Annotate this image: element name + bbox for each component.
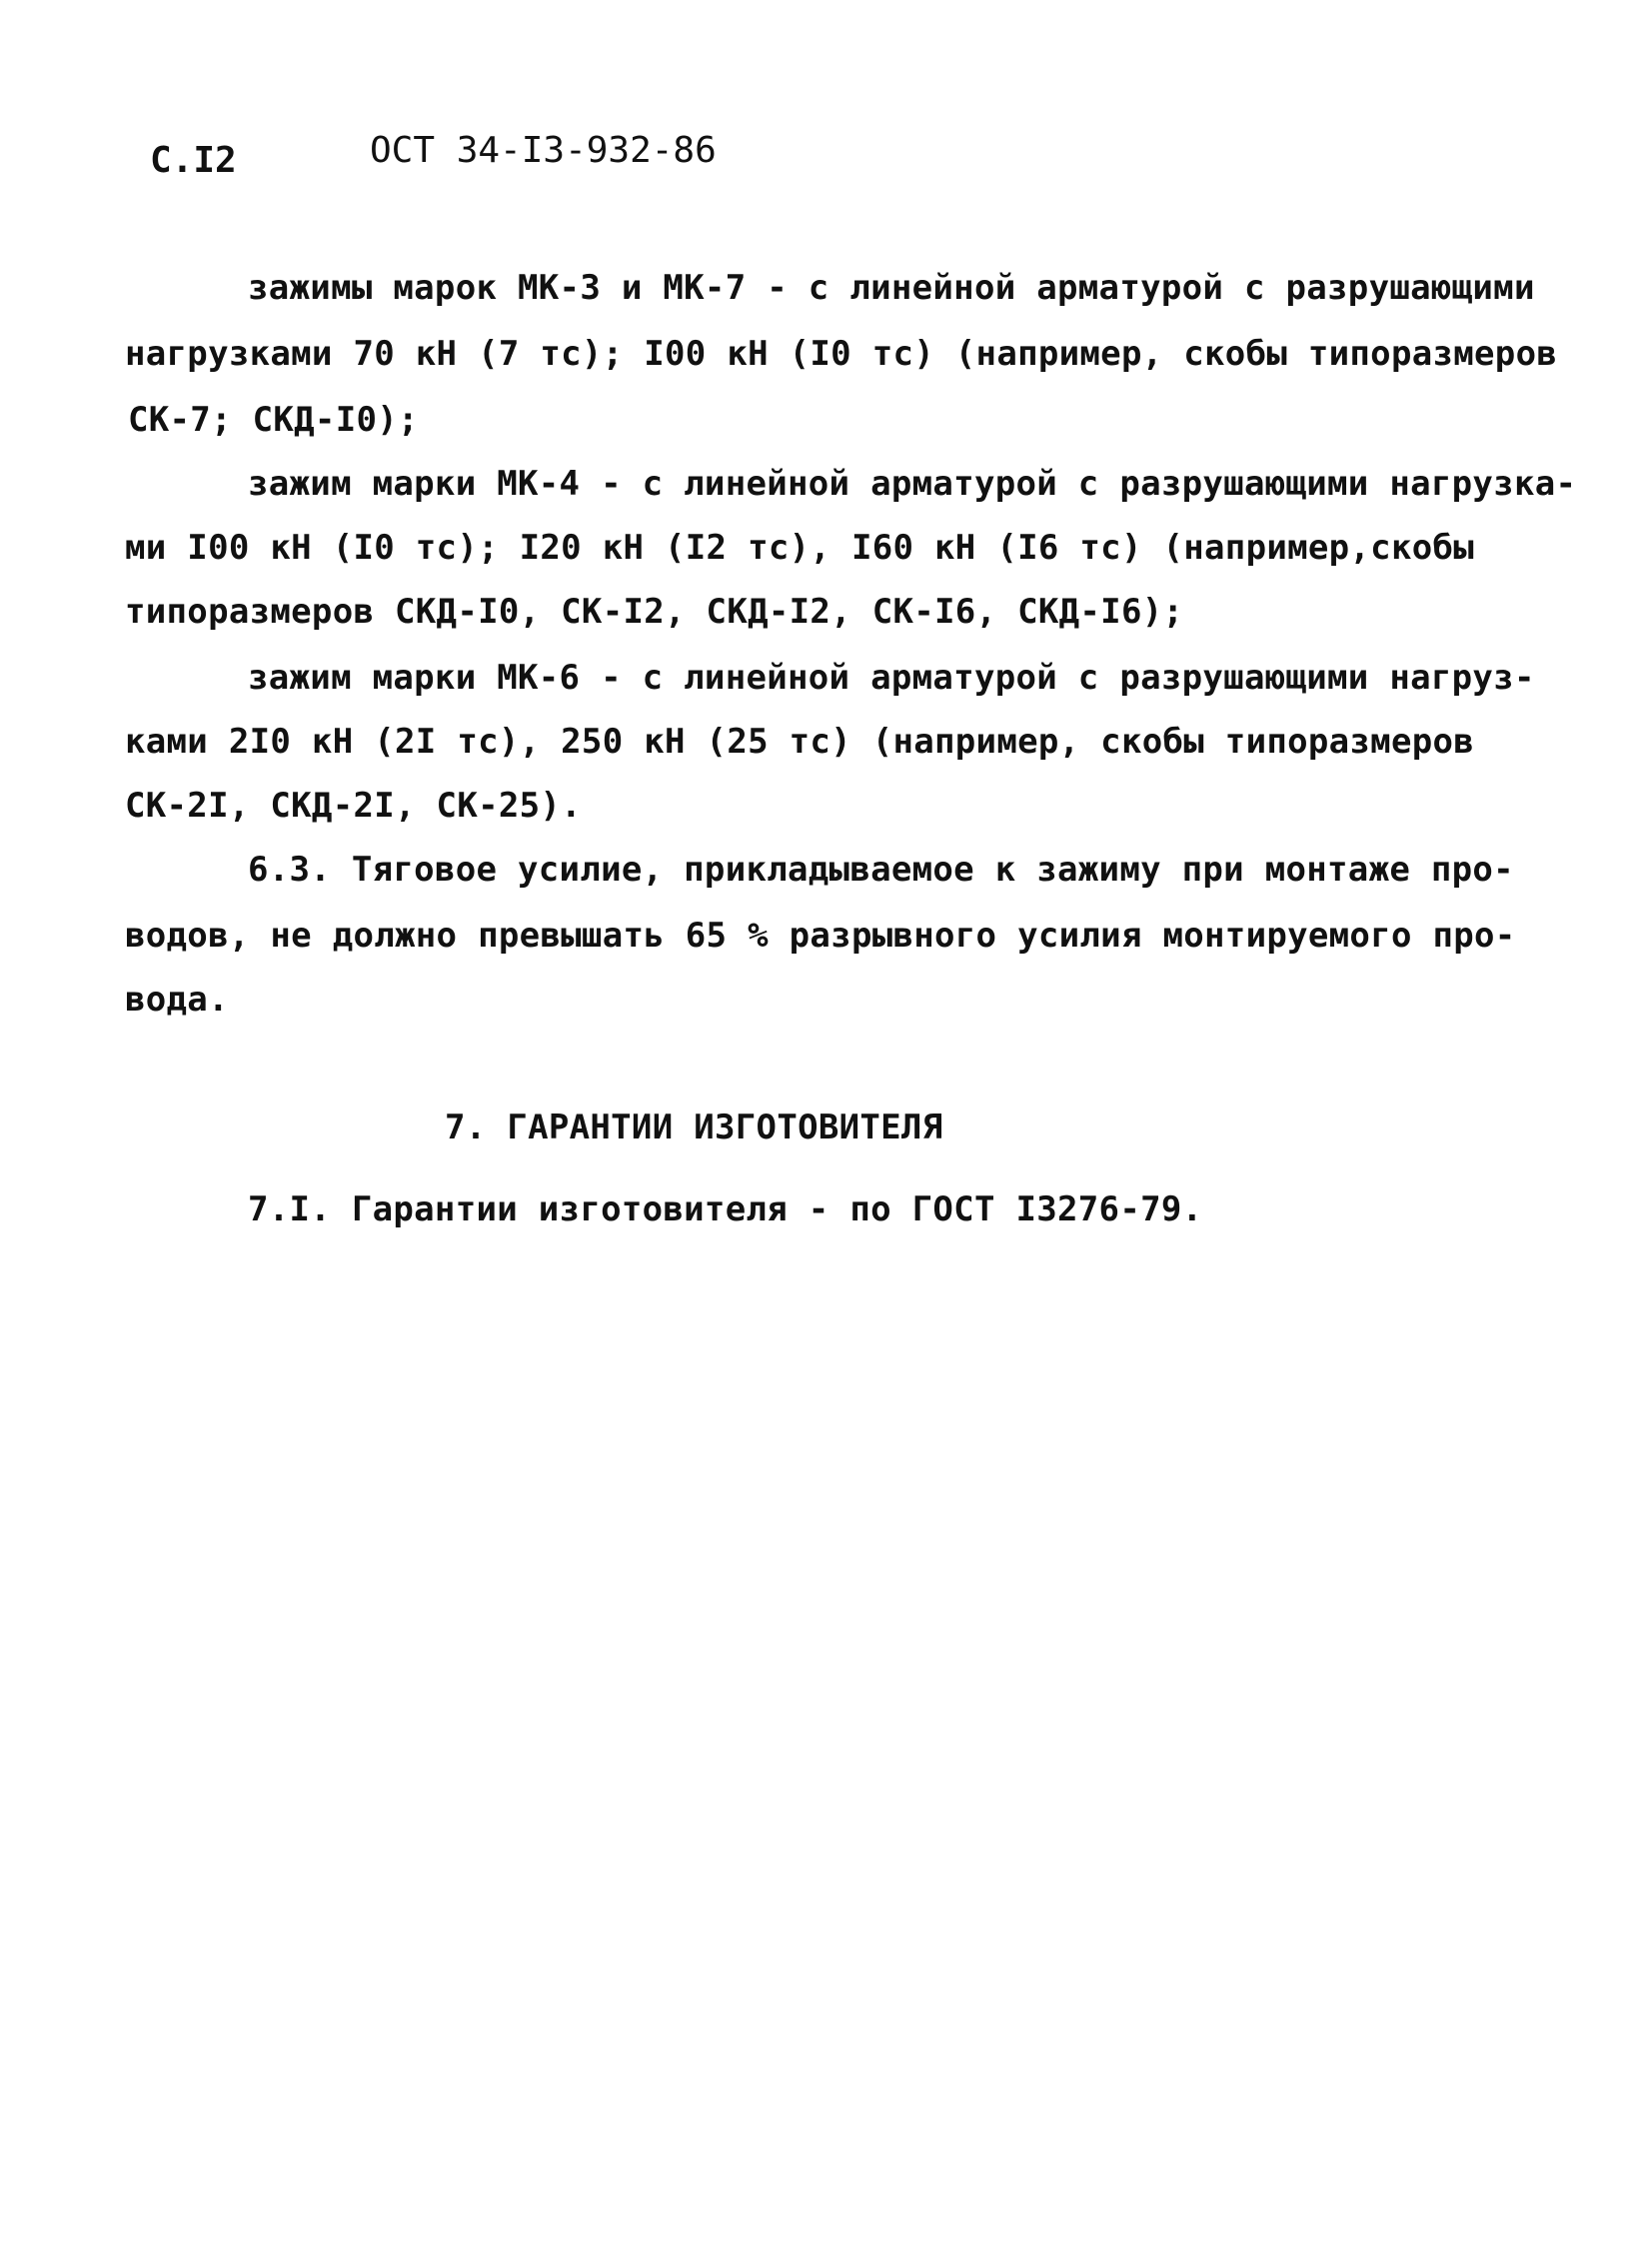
paragraph-line: СК-7; СКД-I0); bbox=[128, 400, 419, 440]
paragraph-line: зажим марки МК-6 - с линейной арматурой с разрушающими нагруз- bbox=[248, 658, 1535, 698]
paragraph-line: водов, не должно превышать 65 % разрывного усилия монтируемого про- bbox=[125, 916, 1516, 956]
paragraph-line: типоразмеров СКД-I0, СК-I2, СКД-I2, СК-I6, СКД-I6); bbox=[125, 592, 1184, 632]
paragraph-line: зажимы марок МК-3 и МК-7 - с линейной арматурой с разрушающими bbox=[248, 268, 1535, 308]
paragraph-line: нагрузками 70 кН (7 тс); I00 кН (I0 тс) (например, скобы типоразмеров bbox=[125, 334, 1558, 374]
paragraph-line: ками 2I0 кН (2I тс), 250 кН (25 тс) (например, скобы типоразмеров bbox=[125, 722, 1475, 762]
section-title: 7. ГАРАНТИИ ИЗГОТОВИТЕЛЯ bbox=[445, 1108, 943, 1147]
paragraph-line: 6.3. Тяговое усилие, прикладываемое к зажиму при монтаже про- bbox=[248, 850, 1514, 890]
document-code: ОСТ 34-I3-932-86 bbox=[370, 130, 717, 171]
paragraph-line: СК-2I, СКД-2I, СК-25). bbox=[125, 786, 582, 826]
paragraph-line: зажим марки МК-4 - с линейной арматурой с разрушающими нагрузка- bbox=[248, 464, 1577, 504]
section-item: 7.I. Гарантии изготовителя - по ГОСТ I3276-79. bbox=[248, 1189, 1203, 1229]
page-number: С.I2 bbox=[150, 140, 237, 181]
paragraph-line: вода. bbox=[125, 980, 229, 1020]
paragraph-line: ми I00 кН (I0 тс); I20 кН (I2 тс), I60 кН (I6 тс) (например,скобы bbox=[125, 528, 1475, 568]
